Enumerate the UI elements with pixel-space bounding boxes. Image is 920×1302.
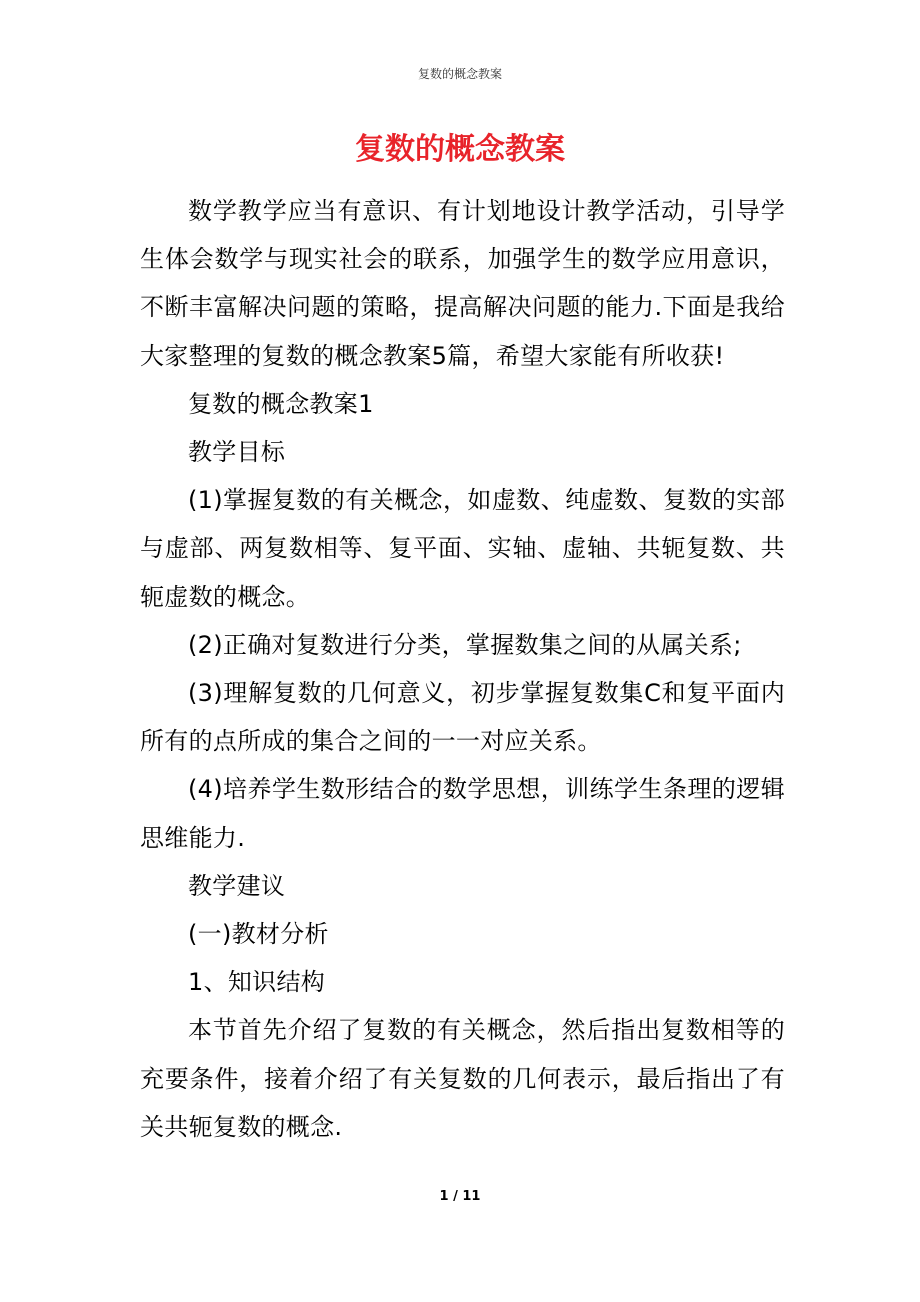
- objective-item: (3)理解复数的几何意义，初步掌握复数集C和复平面内所有的点所成的集合之间的一一对应关系。: [140, 679, 785, 756]
- objective-item: (4)培养学生数形结合的数学思想，训练学生条理的逻辑思维能力.: [140, 775, 785, 852]
- subheading-objectives: 教学目标: [188, 438, 286, 467]
- objective-item: (2)正确对复数进行分类，掌握数集之间的从属关系;: [188, 630, 742, 659]
- body-paragraph: 本节首先介绍了复数的有关概念，然后指出复数相等的充要条件，接着介绍了有关复数的几何表示，最后指出了有关共轭复数的概念.: [140, 1016, 785, 1141]
- section-heading: 复数的概念教案1: [188, 389, 374, 418]
- intro-paragraph: 数学教学应当有意识、有计划地设计教学活动，引导学生体会数学与现实社会的联系，加强学生的数学应用意识，不断丰富解决问题的策略，提高解决问题的能力.下面是我给大家整理的复数的概念教案5篇，希望大家能有所收获!: [140, 197, 785, 370]
- subheading-material-analysis: (一)教材分析: [188, 920, 329, 949]
- running-header: 复数的概念教案: [417, 67, 502, 81]
- page-number: 1 / 11: [439, 1189, 481, 1204]
- document-body: [140, 187, 785, 1151]
- objective-item: (1)掌握复数的有关概念，如虚数、纯虚数、复数的实部与虚部、两复数相等、复平面、实轴、虚轴、共轭复数、共轭虚数的概念。: [140, 486, 785, 611]
- subheading-suggestions: 教学建议: [188, 871, 286, 900]
- document-title: 复数的概念教案: [355, 132, 565, 167]
- subheading-knowledge-structure: 1、知识结构: [188, 968, 326, 997]
